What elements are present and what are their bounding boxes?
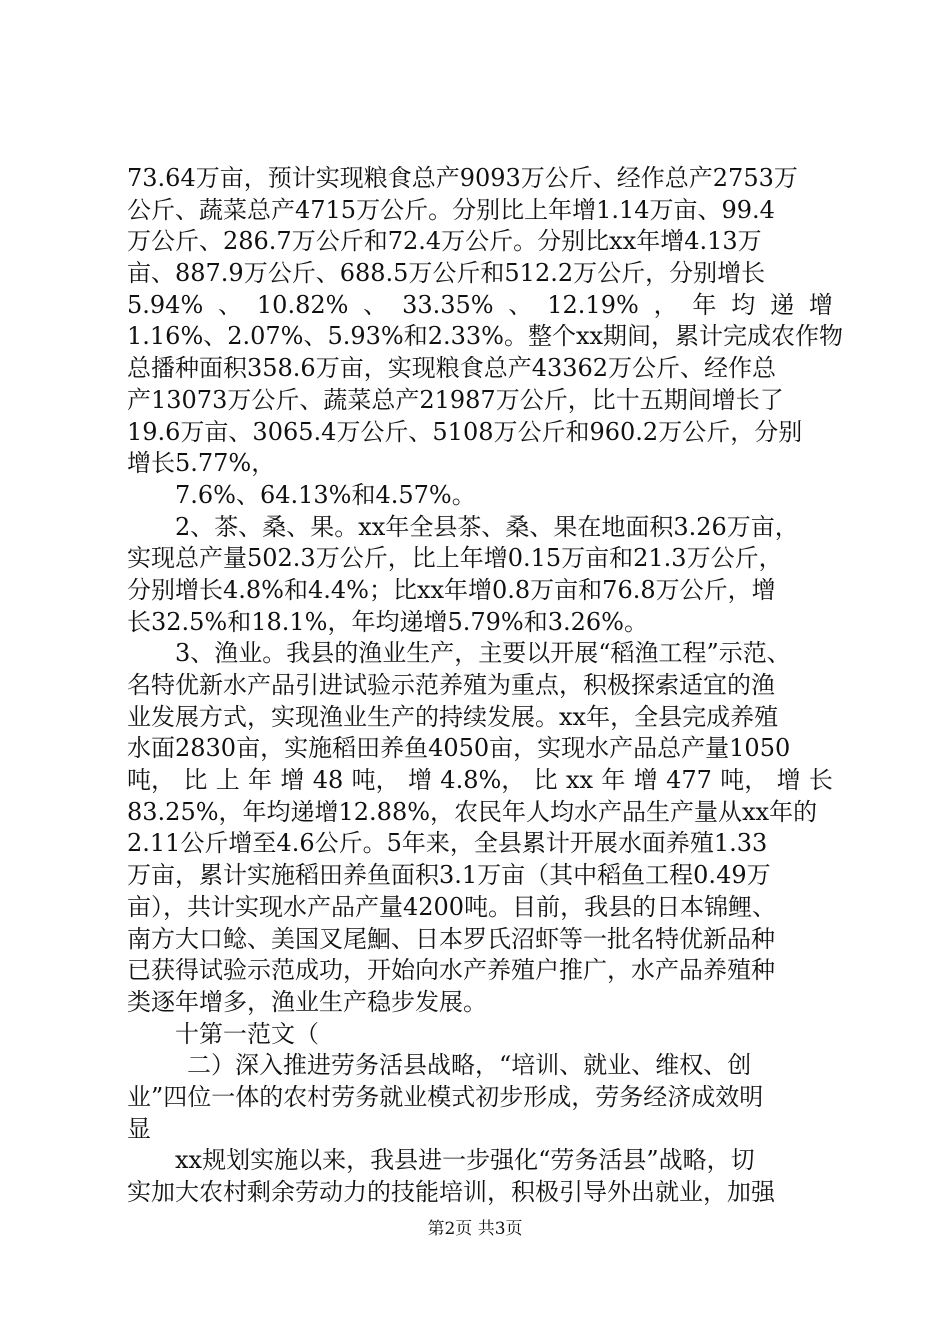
text-line: 业发展方式，实现渔业生产的持续发展。xx年，全县完成养殖 — [127, 702, 779, 731]
text-line: 亩、887.9万公斤、688.5万公斤和512.2万公斤，分别增长 — [127, 259, 766, 288]
text-line: 1.16%、2.07%、5.93%和2.33%。整个xx期间，累计完成农作物 — [127, 322, 844, 351]
text-line: 增长5.77%， — [127, 449, 276, 478]
text-line: 19.6万亩、3065.4万公斤、5108万公斤和960.2万公斤，分别 — [127, 417, 803, 446]
paragraph-start-line: xx规划实施以来，我县进一步强化“劳务活县”战略，切 — [175, 1146, 755, 1175]
text-cell: 、 — [363, 290, 388, 319]
text-line: 类逐年增多，渔业生产稳步发展。 — [127, 987, 487, 1016]
text-cell: 吨， — [720, 766, 769, 795]
text-cell: 年 — [601, 766, 626, 795]
paragraph-start-line: 2、茶、桑、果。xx年全县茶、桑、果在地面积3.26万亩， — [175, 512, 799, 541]
text-line: 水面2830亩，实施稻田养鱼4050亩，实现水产品总产量1050 — [127, 734, 791, 763]
text-cell: 年 — [248, 766, 273, 795]
text-line: 已获得试验示范成功，开始向水产养殖户推广，水产品养殖种 — [127, 956, 775, 985]
text-cell: 吨， — [351, 766, 400, 795]
text-cell: 均 — [731, 290, 756, 319]
text-cell: 递 — [770, 290, 795, 319]
section-heading-line: 显 — [127, 1114, 151, 1143]
text-cell: 、 — [218, 290, 243, 319]
text-cell: 增 — [776, 766, 801, 795]
text-line-justified — [127, 290, 833, 322]
text-line: 2.11公斤增至4.6公斤。5年来，全县累计开展水面养殖1.33 — [127, 829, 768, 858]
text-cell: 比 — [533, 766, 558, 795]
section-heading-line: 二）深入推进劳务活县战略，“培训、就业、维权、创 — [187, 1051, 752, 1080]
text-line: 产13073万公斤、蔬菜总产21987万公斤，比十五期间增长了 — [127, 385, 784, 414]
text-cell: 年 — [692, 290, 717, 319]
text-cell: 上 — [215, 766, 240, 795]
text-line: 南方大口鲶、美国叉尾鮰、日本罗氏沼虾等一批名特优新品种 — [127, 924, 775, 953]
text-cell: 33.35% — [402, 290, 494, 319]
text-line: 实加大农村剩余劳动力的技能培训，积极引导外出就业，加强 — [127, 1178, 775, 1206]
text-cell: 477 — [666, 766, 712, 795]
document-body — [127, 163, 844, 1209]
text-line: 万公斤、286.7万公斤和72.4万公斤。分别比xx年增4.13万 — [127, 227, 762, 256]
text-cell: 吨， — [127, 766, 175, 795]
text-cell: 比 — [183, 766, 208, 795]
text-cell: 12.19% — [547, 290, 639, 319]
text-line: 名特优新水产品引进试验示范养殖为重点，积极探索适宜的渔 — [127, 671, 775, 699]
text-cell: xx — [565, 766, 594, 795]
text-cell: 10.82% — [256, 290, 349, 319]
text-line: 长32.5%和18.1%，年均递增5.79%和3.26%。 — [127, 607, 648, 636]
section-heading-line: 十第一范文（ — [175, 1019, 319, 1048]
text-cell: 5.94% — [127, 290, 204, 319]
text-line: 亩），共计实现水产品产量4200吨。目前，我县的日本锦鲤、 — [127, 892, 777, 921]
text-cell: 增 — [808, 290, 833, 319]
section-heading-line: 业”四位一体的农村劳务就业模式初步形成，劳务经济成效明 — [127, 1082, 764, 1111]
text-line: 公斤、蔬菜总产4715万公斤。分别比上年增1.14万亩、99.4 — [127, 195, 775, 224]
paragraph-start-line: 3、渔业。我县的渔业生产，主要以开展“稻渔工程”示范、 — [175, 639, 791, 668]
text-line: 7.6%、64.13%和4.57%。 — [175, 480, 476, 509]
text-line: 73.64万亩，预计实现粮食总产9093万公斤、经作总产2753万 — [127, 164, 798, 192]
text-line-justified — [127, 765, 833, 797]
text-line: 总播种面积358.6万亩，实现粮食总产43362万公斤、经作总 — [127, 354, 777, 383]
text-line: 万亩，累计实施稻田养鱼面积3.1万亩（其中稻鱼工程0.49万 — [127, 861, 771, 890]
text-line: 实现总产量502.3万公斤，比上年增0.15万亩和21.3万公斤， — [127, 544, 783, 573]
text-cell: 增 — [633, 766, 658, 795]
text-line: 83.25%，年均递增12.88%，农民年人均水产品生产量从xx年的 — [127, 797, 818, 826]
text-cell: 4.8%， — [440, 766, 526, 795]
text-cell: 长 — [808, 766, 833, 795]
text-cell: ， — [653, 290, 678, 319]
text-cell: 增 — [280, 766, 305, 795]
page-footer: 第2页 共3页 — [427, 1219, 523, 1239]
text-line: 分别增长4.8%和4.4%；比xx年增0.8万亩和76.8万公斤，增 — [127, 575, 776, 604]
text-cell: 48 — [312, 766, 344, 795]
text-cell: 、 — [508, 290, 533, 319]
text-cell: 增 — [407, 766, 432, 795]
